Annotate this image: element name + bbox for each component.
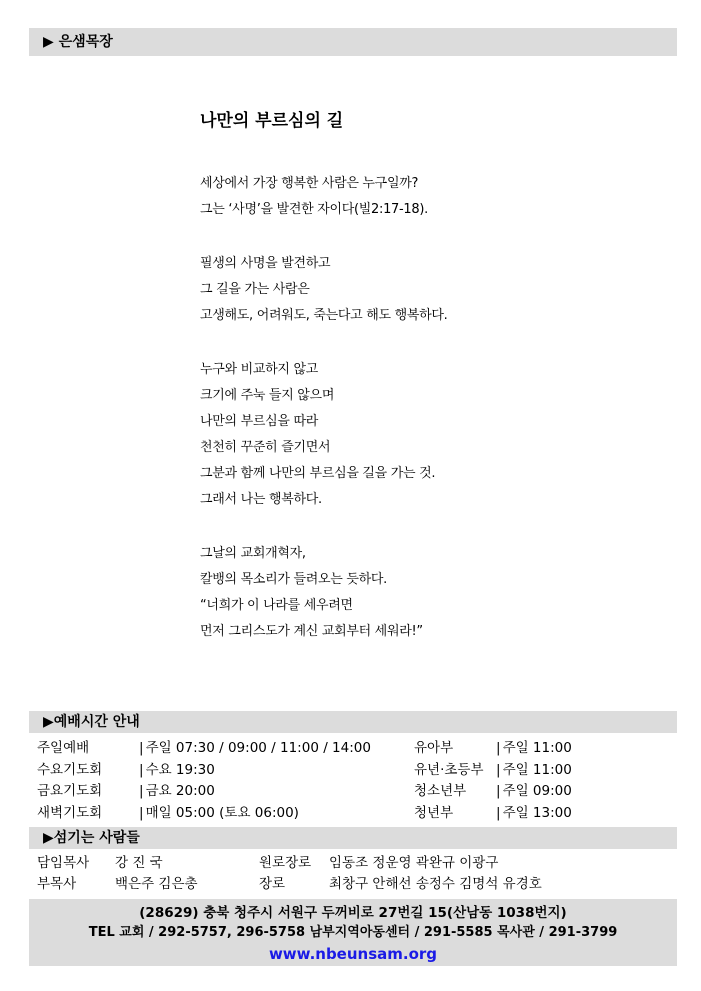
service-time: 주일 11:00 [502, 740, 572, 756]
service-name: 새벽기도회 [37, 804, 103, 821]
poem-stanza [200, 360, 447, 516]
poem-line: 그 길을 가는 사람은 [200, 282, 310, 297]
department-name: 청소년부 [414, 783, 467, 799]
staff-role: 장로 [259, 876, 286, 892]
poem-line: 칼뱅의 목소리가 들려오는 듯하다. [200, 572, 387, 587]
poem-line: 나만의 부르심을 따라 [200, 414, 318, 429]
schedule-row: 새벽기도회 | 매일 05:00 (토요 06:00) [37, 803, 371, 825]
worship-schedule-education [414, 738, 572, 824]
service-time: 주일 11:00 [502, 761, 572, 778]
department-name: 유년·초등부 [414, 761, 484, 778]
schedule-row: 유년·초등부 | 주일 11:00 [414, 760, 572, 782]
service-name: 금요기도회 [37, 783, 103, 799]
schedule-row: 유아부 | 주일 11:00 [414, 738, 572, 760]
poem-line: 누구와 비교하지 않고 [200, 362, 318, 377]
poem-stanza [200, 544, 447, 648]
staff-row [37, 853, 198, 874]
section-header-bar [29, 28, 677, 56]
service-name: 주일예배 [37, 740, 90, 756]
poem-title: 나만의 부르심의 길 [200, 111, 344, 131]
schedule-row: 청년부 | 주일 13:00 [414, 803, 572, 825]
poem-line: 먼저 그리스도가 계신 교회부터 세워라!” [200, 624, 423, 639]
worship-section-bar [29, 711, 677, 733]
poem-line: “너희가 이 나라를 세우려면 [200, 598, 353, 613]
staff-pastors [37, 853, 198, 895]
worship-schedule-main [37, 738, 371, 824]
staff-role: 부목사 [37, 876, 77, 892]
staff-role: 원로장로 [259, 855, 312, 871]
section-title: ▶ 은샘목장 [43, 34, 113, 50]
church-website-link[interactable]: www.nbeunsam.org [268, 945, 438, 963]
poem-line: 그는 ‘사명’을 발견한 자이다(빌2:17-18). [200, 202, 428, 217]
poem-line: 그분과 함께 나만의 부르심을 길을 가는 것. [200, 466, 436, 481]
worship-section-title: ▶예배시간 안내 [43, 714, 140, 730]
staff-role: 담임목사 [37, 855, 90, 871]
poem-line: 그날의 교회개혁자, [200, 546, 306, 561]
church-footer [29, 899, 677, 966]
staff-names: 최창구 안해선 송정수 김명석 유경호 [329, 876, 542, 892]
poem-body [200, 174, 447, 648]
service-time: 매일 05:00 (토요 06:00) [145, 804, 299, 821]
staff-row [259, 853, 542, 874]
staff-row [259, 874, 542, 895]
staff-names: 임동조 정운영 곽완규 이광구 [329, 855, 499, 871]
staff-section-bar [29, 827, 677, 849]
service-time: 주일 13:00 [502, 804, 572, 821]
schedule-row: 주일예배 | 주일 07:30 / 09:00 / 11:00 / 14:00 [37, 738, 371, 760]
poem-stanza [200, 254, 447, 332]
poem-line: 천천히 꾸준히 즐기면서 [200, 440, 331, 455]
poem-line: 필생의 사명을 발견하고 [200, 256, 331, 271]
church-address: (28629) 충북 청주시 서원구 두꺼비로 27번길 15(산남동 1038번지) [139, 905, 567, 921]
service-name: 수요기도회 [37, 761, 103, 778]
poem-line: 크기에 주눅 들지 않으며 [200, 388, 335, 403]
service-time: 주일 07:30 / 09:00 / 11:00 / 14:00 [145, 740, 371, 756]
department-name: 유아부 [414, 740, 454, 756]
schedule-row: 수요기도회 | 수요 19:30 [37, 760, 371, 782]
staff-section-title: ▶섬기는 사람들 [43, 830, 140, 846]
schedule-row: 청소년부 | 주일 09:00 [414, 781, 572, 803]
poem-line: 그래서 나는 행복하다. [200, 492, 322, 507]
service-time: 수요 19:30 [145, 761, 215, 778]
church-phone-numbers: TEL 교회 / 292-5757, 296-5758 남부지역아동센터 / 291-5585 목사관 / 291-3799 [88, 925, 618, 940]
staff-names: 강 진 국 [115, 855, 163, 871]
poem-line: 세상에서 가장 행복한 사람은 누구일까? [200, 176, 419, 191]
service-time: 주일 09:00 [502, 783, 572, 799]
staff-row [37, 874, 198, 895]
department-name: 청년부 [414, 804, 454, 821]
staff-elders [259, 853, 542, 895]
schedule-row: 금요기도회 | 금요 20:00 [37, 781, 371, 803]
poem-line: 고생해도, 어려워도, 죽는다고 해도 행복하다. [200, 308, 448, 323]
staff-names: 백은주 김은총 [115, 876, 198, 892]
poem-stanza [200, 174, 447, 226]
service-time: 금요 20:00 [145, 783, 215, 799]
